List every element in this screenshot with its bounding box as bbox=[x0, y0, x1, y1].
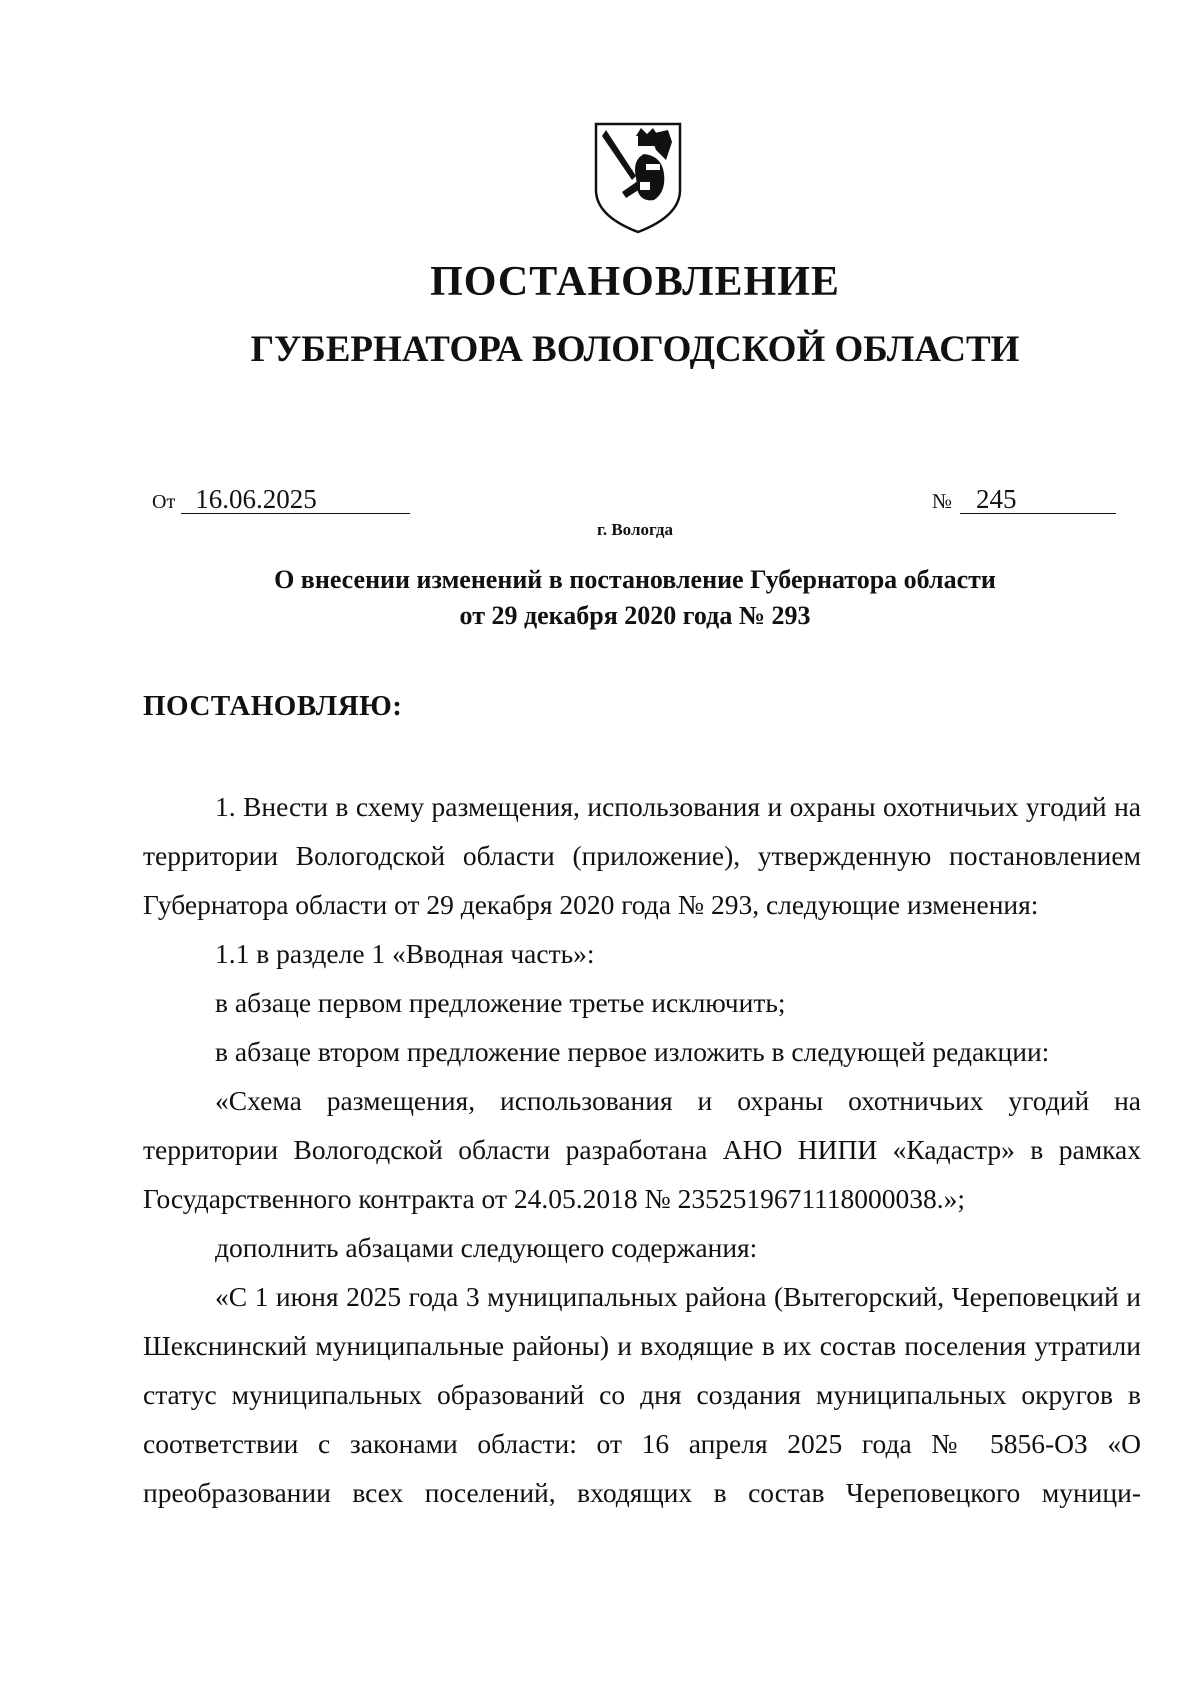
document-body bbox=[143, 782, 1141, 1517]
number-row bbox=[932, 485, 1116, 514]
date-prefix: От bbox=[152, 491, 176, 513]
document-subject bbox=[0, 562, 1200, 634]
paragraph-2: 1.1 в разделе 1 «Вводная часть»: bbox=[215, 938, 595, 969]
subject-line-1: О внесении изменений в постановление Губернатора области bbox=[274, 565, 996, 594]
date-row bbox=[152, 485, 410, 514]
paragraph-3: в абзаце первом предложение третье исключить; bbox=[215, 987, 786, 1018]
document-subtitle: ГУБЕРНАТОРА ВОЛОГОДСКОЙ ОБЛАСТИ bbox=[250, 329, 1020, 370]
number-prefix: № bbox=[932, 489, 953, 513]
document-number: 245 bbox=[960, 485, 1116, 514]
coat-of-arms-icon bbox=[592, 120, 684, 236]
decree-heading: ПОСТАНОВЛЯЮ: bbox=[143, 690, 403, 722]
paragraph-7: «С 1 июня 2025 года 3 муниципальных района (Вытегорский, Череповецкий и Шекснинский муниципальные районы) и входящие в их состав поселения утратили статус муниципальных образований со дня создания муниципальных округов в соответствии с законами области: от 16 апреля 2025 года № 5856-ОЗ «О преобразовании всех поселений, входящих в состав Череповецкого муници- bbox=[143, 1281, 1141, 1508]
city: г. Вологда bbox=[597, 520, 673, 539]
document-title: ПОСТАНОВЛЕНИЕ bbox=[430, 259, 840, 305]
subject-line-2: от 29 декабря 2020 года № 293 bbox=[459, 601, 811, 630]
paragraph-5: «Схема размещения, использования и охраны охотничьих угодий на территории Вологодской области разработана АНО НИПИ «Кадастр» в рамках Государственного контракта от 24.05.2018 № 2352519671118000038.»; bbox=[143, 1085, 1141, 1214]
paragraph-4: в абзаце втором предложение первое изложить в следующей редакции: bbox=[215, 1036, 1050, 1067]
paragraph-1: 1. Внести в схему размещения, использования и охраны охотничьих угодий на территории Вологодской области (приложение), утвержденную постановлением Губернатора области от 29 декабря 2020 года № 293, следующие изменения: bbox=[143, 791, 1141, 920]
paragraph-6: дополнить абзацами следующего содержания: bbox=[215, 1232, 758, 1263]
document-date: 16.06.2025 bbox=[181, 485, 410, 514]
